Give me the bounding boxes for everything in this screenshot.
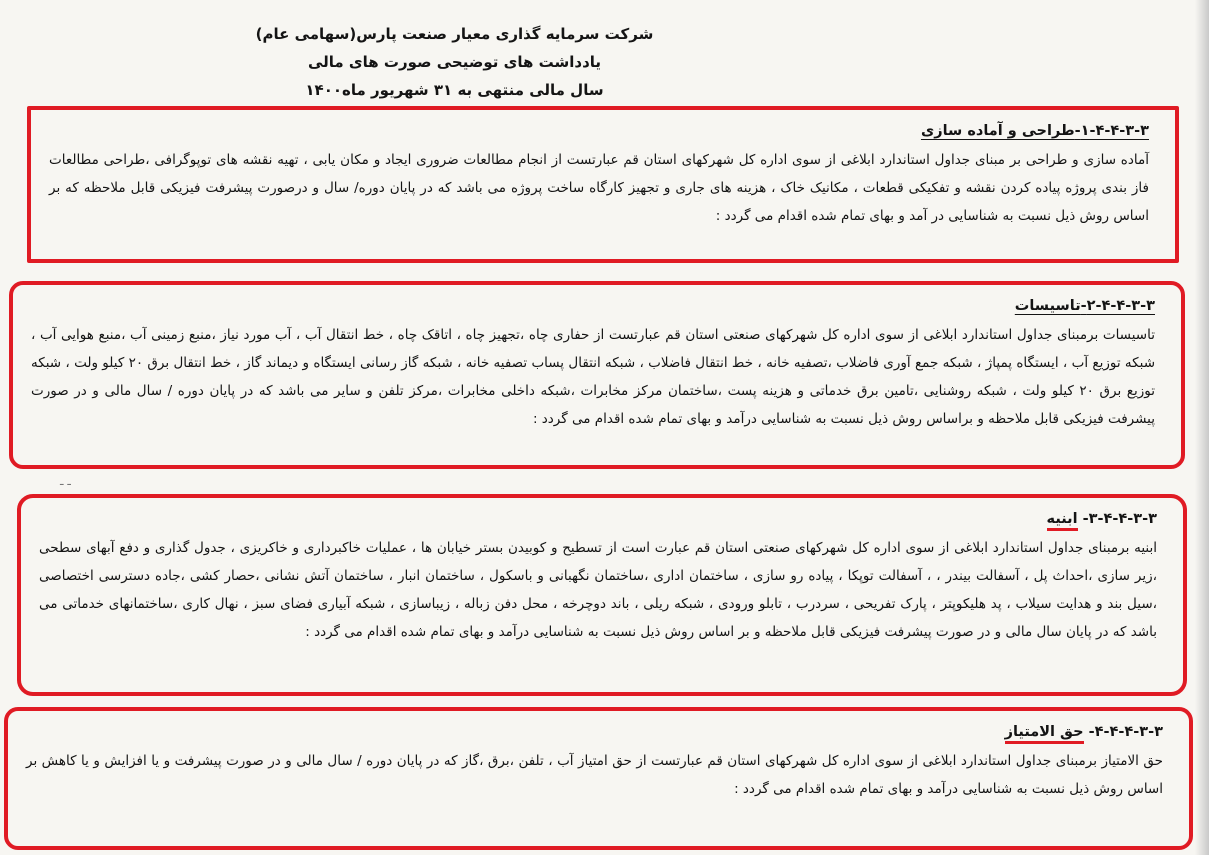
page-edge-shadow (1195, 0, 1209, 855)
document-header (0, 20, 1209, 104)
section-number: ۱-۴-۴-۳-۳- (1074, 123, 1149, 139)
section-body: تاسیسات برمبنای جداول استاندارد ابلاغی از سوی اداره کل شهرکهای صنعتی استان قم عبارتست از حفاری چاه ،تجهیز چاه ، اتاقک چاه ، خط انتقال آب ، آب مورد نیاز ،منبع زمینی آب ،منبع هوایی آب ، شبکه توزیع آب ، ایستگاه پمپاژ ، شبکه جمع آوری فاضلاب ،تصفیه خانه ، خط انتقال فاضلاب ، شبکه انتقال پساب تصفیه خانه ، شبکه گاز رسانی ایستگاه و دیماند گاز ، خط انتقال برق ۲۰ کیلو ولت ، شبکه توزیع برق ۲۰ کیلو ولت ، شبکه روشنایی ،تامین برق خدماتی و هزینه پست ،ساختمان مرکز مخابرات ،شبکه داخلی مخابرات ،مرکز تلفن و سایر می باشد که در پایان دوره / سال مالی و در صورت پیشرفت فیزیکی قابل ملاحظه و براساس روش ذیل نسبت به شناسایی درآمد و بهای تمام شده اقدام می گردد : (31, 327, 1156, 427)
section-title: تاسیسات (1014, 298, 1081, 314)
section-body: حق الامتیاز برمبنای جداول استاندارد ابلاغی از سوی اداره کل شهرکهای استان قم عبارتست از حق امتیاز آب ، تلفن ،برق ،گاز که در پایان دوره / سال مالی و در صورت پیشرفت و یا افزایش و یا کاهش بر اساس روش ذیل نسبت به شناسایی درآمد و بهای تمام شده اقدام می گردد : (26, 753, 1163, 797)
section-number: ۲-۴-۴-۳-۳- (1080, 298, 1155, 314)
section-body: ابنیه برمبنای جداول استاندارد ابلاغی از سوی اداره کل شهرکهای صنعتی استان قم عبارت است از تسطیح و کوبیدن بستر خیابان ها ، عملیات خاکبرداری و خاکریزی ، جدول گذاری و دفع آبهای سطحی ،زیر سازی ،احداث پل ، آسفالت بیندر ، ، آسفالت توپکا ، پیاده رو سازی ، ساختمان اداری ،ساختمان نگهبانی و باسکول ، ساختمان انبار ، ساختمان آتش نشانی ،حصار کشی ،جاده دسترسی اختصاصی ،سیل بند و هدایت سیلاب ، پد هلیکوپتر ، پارک تفریحی ، سردرب ، تابلو ورودی ، شبکه ریلی ، باند دوچرخه ، محل دفن زباله ، زیباسازی ، شبکه آبیاری فضای سبز ، نهال کاری ،ساختمانهای خدماتی می باشد که در پایان سال مالی و در صورت پیشرفت فیزیکی قابل ملاحظه و بر اساس روش ذیل نسبت به شناسایی درآمد و بهای تمام شده اقدام می گردد : (39, 540, 1157, 640)
section-body: آماده سازی و طراحی بر مبنای جداول استاندارد ابلاغی از سوی اداره کل شهرکهای استان قم عبارتست از انجام مطالعات ضروری ایجاد و مکان یابی ، تهیه نقشه های توپوگرافی ،طراحی مطالعات فاز بندی پروژه پیاده کردن نقشه و تفکیکی قطعات ، مکانیک خاک ، هزینه های جاری و تجهیز کارگاه ساخت پروژه می باشد که در پایان دوره/ سال و درصورت پیشرفت فیزیکی قابل ملاحظه که بر اساس روش ذیل نسبت به شناسایی در آمد و بهای تمام شده اقدام می گردد : (49, 152, 1149, 224)
section-number: ۳-۴-۴-۳-۳- (1082, 511, 1157, 527)
section-facilities (9, 281, 1185, 469)
section-concession-rights (4, 707, 1193, 850)
company-name: شرکت سرمایه گذاری معیار صنعت پارس(سهامی عام) (255, 25, 654, 43)
section-heading (39, 504, 1157, 534)
section-heading (26, 717, 1163, 747)
fiscal-period: سال مالی منتهی به ۳۱ شهریور ماه۱۴۰۰ (305, 81, 604, 99)
bleed-through-text: ـ ـ (60, 474, 71, 488)
section-title: حق الامتیاز (1005, 724, 1084, 744)
section-buildings (17, 494, 1187, 696)
notes-title: یادداشت های توضیحی صورت های مالی (307, 53, 602, 71)
section-heading (31, 291, 1155, 321)
section-design-preparation (27, 106, 1179, 263)
section-number: ۴-۴-۴-۳-۳- (1088, 724, 1163, 740)
section-title: ابنیه (1047, 511, 1078, 531)
section-title: طراحی و آماده سازی (920, 123, 1075, 139)
section-heading (49, 116, 1149, 146)
